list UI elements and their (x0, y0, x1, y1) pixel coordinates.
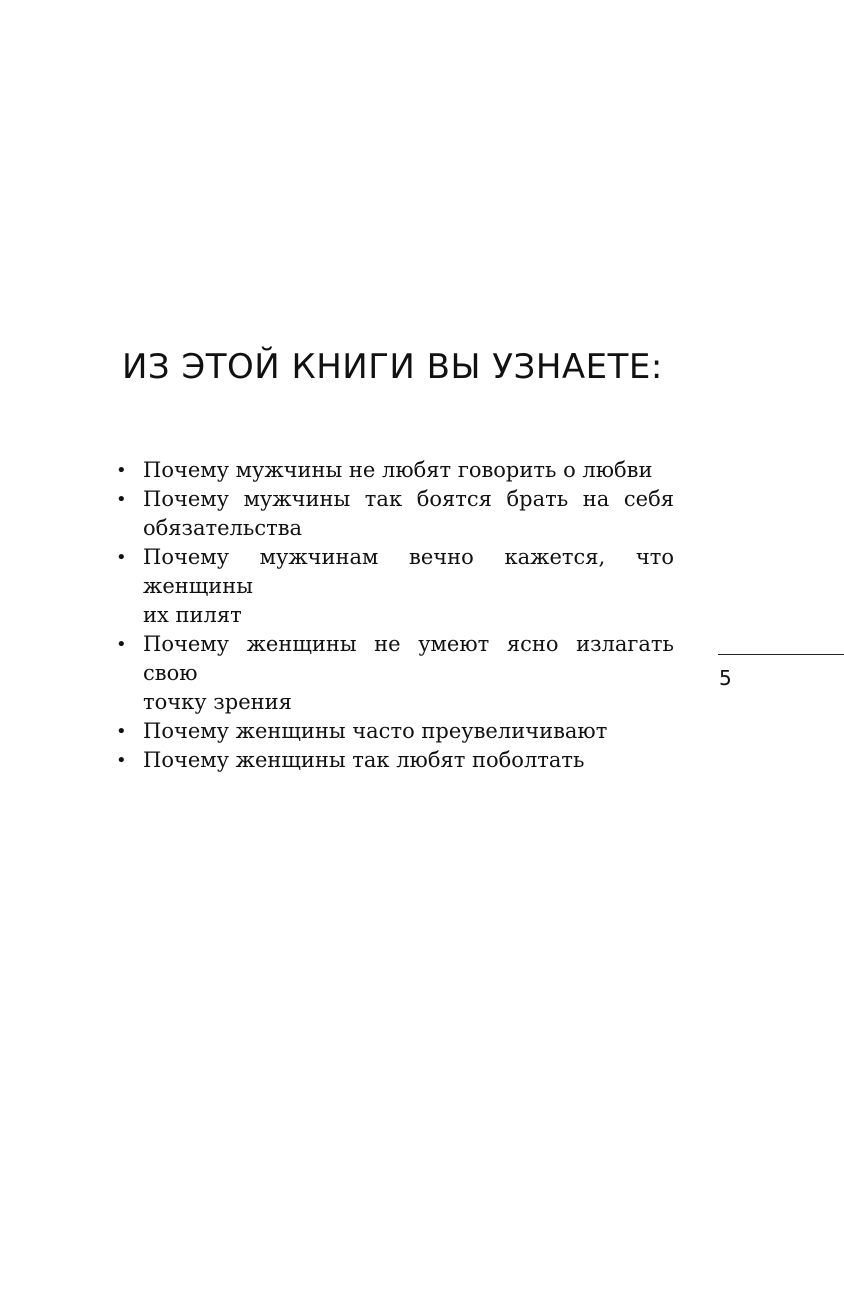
list-item-text: Почему женщины часто преувеличивают (143, 719, 608, 743)
list-item (116, 746, 674, 775)
list-item (116, 630, 674, 717)
bullet-icon: • (116, 460, 127, 481)
page-number-rule (718, 654, 844, 655)
list-item (116, 717, 674, 746)
bullet-icon: • (116, 721, 127, 742)
bullet-icon: • (116, 489, 127, 510)
list-item (116, 485, 674, 543)
bullet-icon: • (116, 634, 127, 655)
list-item-text-line-2: их пилят (143, 603, 242, 627)
list-item (116, 543, 674, 630)
list-item-text: Почему мужчины не любят говорить о любви (143, 458, 653, 482)
list-item-text-line-2: обязательства (143, 516, 303, 540)
page-heading: ИЗ ЭТОЙ КНИГИ ВЫ УЗНАЕТЕ: (122, 347, 663, 387)
page-number: 5 (719, 666, 732, 690)
list-item-text-line-1: Почему мужчинам вечно кажется, что женщины (143, 545, 674, 598)
list-item-text-line-1: Почему мужчины так боятся брать на себя (143, 487, 674, 511)
list-item-text: Почему женщины так любят поболтать (143, 748, 585, 772)
bullet-icon: • (116, 750, 127, 771)
bullet-list (116, 456, 674, 775)
list-item-text-line-1: Почему женщины не умеют ясно излагать свою (143, 632, 674, 685)
list-item-text-line-2: точку зрения (143, 690, 292, 714)
bullet-icon: • (116, 547, 127, 568)
list-item (116, 456, 674, 485)
